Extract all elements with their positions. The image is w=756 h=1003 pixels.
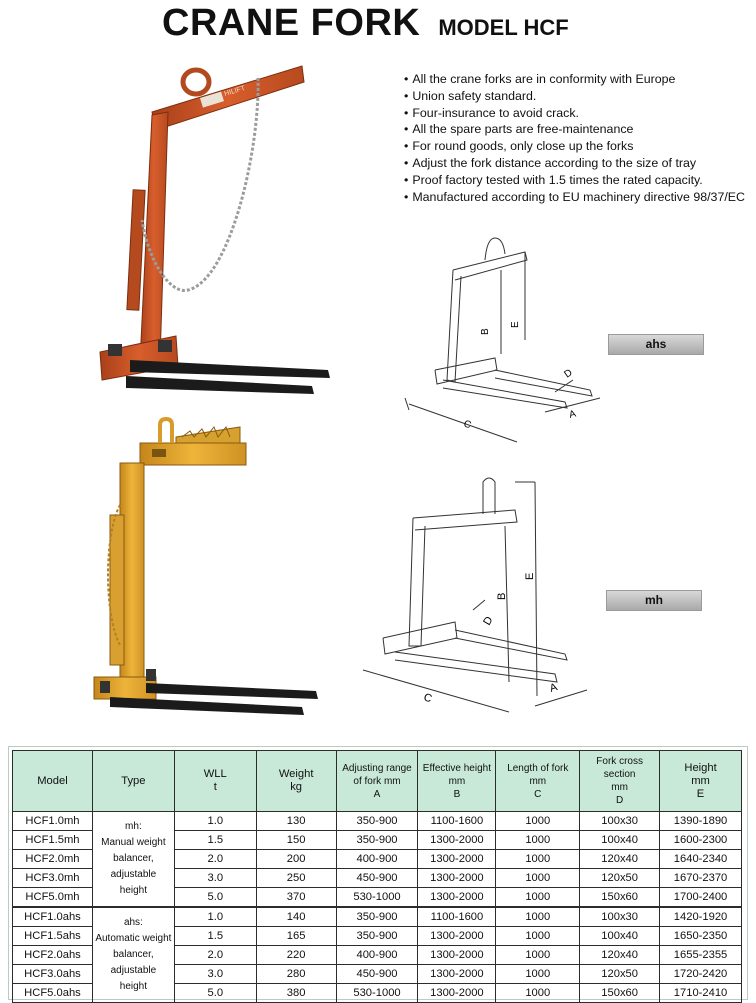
cell-model: HCF2.0mh bbox=[13, 850, 93, 869]
feature-item: • All the spare parts are free-maintenance bbox=[404, 121, 745, 138]
cell-b: 1100-1600 bbox=[418, 907, 496, 927]
cell-c: 1000 bbox=[496, 812, 580, 831]
table-row bbox=[13, 812, 742, 831]
cell-model: HCF3.0mh bbox=[13, 869, 93, 888]
cell-wll: 3.0 bbox=[174, 965, 256, 984]
col-header-cross-section: Fork cross section mm D bbox=[580, 751, 660, 812]
cell-a: 350-900 bbox=[336, 831, 418, 850]
cell-d: 120x50 bbox=[580, 965, 660, 984]
mh-dimension-diagram bbox=[355, 470, 595, 720]
cell-a: 530-1000 bbox=[336, 888, 418, 908]
col-header-weight: Weight kg bbox=[256, 751, 336, 812]
title-main: CRANE FORK bbox=[162, 2, 421, 44]
dim-label-e: E bbox=[510, 321, 521, 328]
table-header-row bbox=[13, 751, 742, 812]
cell-b: 1300-2000 bbox=[418, 984, 496, 1003]
table-row bbox=[13, 907, 742, 927]
cell-wll: 1.5 bbox=[174, 831, 256, 850]
cell-c: 1000 bbox=[496, 927, 580, 946]
cell-e: 1600-2300 bbox=[660, 831, 742, 850]
cell-wll: 3.0 bbox=[174, 869, 256, 888]
cell-c: 1000 bbox=[496, 831, 580, 850]
cell-e: 1650-2350 bbox=[660, 927, 742, 946]
cell-b: 1300-2000 bbox=[418, 888, 496, 908]
yellow-crane-fork-image bbox=[90, 415, 325, 720]
cell-a: 450-900 bbox=[336, 965, 418, 984]
cell-weight: 130 bbox=[256, 812, 336, 831]
cell-wll: 1.5 bbox=[174, 927, 256, 946]
cell-weight: 370 bbox=[256, 888, 336, 908]
cell-model: HCF1.0ahs bbox=[13, 907, 93, 927]
cell-weight: 140 bbox=[256, 907, 336, 927]
col-header-effective-height: Effective height mm B bbox=[418, 751, 496, 812]
cell-weight: 165 bbox=[256, 927, 336, 946]
cell-wll: 2.0 bbox=[174, 946, 256, 965]
col-header-type: Type bbox=[92, 751, 174, 812]
cell-model: HCF3.0ahs bbox=[13, 965, 93, 984]
cell-d: 120x40 bbox=[580, 850, 660, 869]
cell-a: 350-900 bbox=[336, 907, 418, 927]
cell-b: 1300-2000 bbox=[418, 869, 496, 888]
cell-e: 1655-2355 bbox=[660, 946, 742, 965]
cell-model: HCF1.0mh bbox=[13, 812, 93, 831]
cell-a: 350-900 bbox=[336, 927, 418, 946]
cell-c: 1000 bbox=[496, 907, 580, 927]
feature-item: • For round goods, only close up the forks bbox=[404, 138, 745, 155]
col-header-fork-length: Length of fork mm C bbox=[496, 751, 580, 812]
cell-d: 120x40 bbox=[580, 946, 660, 965]
cell-weight: 150 bbox=[256, 831, 336, 850]
cell-wll: 2.0 bbox=[174, 850, 256, 869]
cell-c: 1000 bbox=[496, 984, 580, 1003]
cell-c: 1000 bbox=[496, 965, 580, 984]
feature-item: • Manufactured according to EU machinery directive 98/37/EC bbox=[404, 189, 745, 206]
cell-d: 150x60 bbox=[580, 888, 660, 908]
cell-e: 1420-1920 bbox=[660, 907, 742, 927]
type-cell-ahs: ahs: Automatic weight balancer, adjustable height bbox=[92, 907, 174, 1003]
cell-e: 1700-2400 bbox=[660, 888, 742, 908]
cell-d: 150x60 bbox=[580, 984, 660, 1003]
cell-b: 1300-2000 bbox=[418, 965, 496, 984]
cell-b: 1100-1600 bbox=[418, 812, 496, 831]
cell-model: HCF5.0mh bbox=[13, 888, 93, 908]
cell-wll: 1.0 bbox=[174, 812, 256, 831]
cell-c: 1000 bbox=[496, 869, 580, 888]
col-header-height: Height mm E bbox=[660, 751, 742, 812]
cell-model: HCF5.0ahs bbox=[13, 984, 93, 1003]
feature-list bbox=[404, 71, 745, 205]
col-header-model: Model bbox=[13, 751, 93, 812]
cell-d: 100x40 bbox=[580, 831, 660, 850]
cell-b: 1300-2000 bbox=[418, 850, 496, 869]
cell-wll: 5.0 bbox=[174, 888, 256, 908]
feature-item: • Adjust the fork distance according to the size of tray bbox=[404, 155, 745, 172]
dim-label-b: B bbox=[496, 592, 508, 600]
cell-e: 1670-2370 bbox=[660, 869, 742, 888]
mh-label-tag: mh bbox=[606, 590, 702, 611]
dim-label-d: D bbox=[481, 614, 496, 628]
page-title bbox=[162, 2, 569, 50]
cell-model: HCF1.5ahs bbox=[13, 927, 93, 946]
cell-e: 1640-2340 bbox=[660, 850, 742, 869]
feature-item: • All the crane forks are in conformity with Europe bbox=[404, 71, 745, 88]
cell-model: HCF2.0ahs bbox=[13, 946, 93, 965]
feature-item: • Union safety standard. bbox=[404, 88, 745, 105]
cell-d: 120x50 bbox=[580, 869, 660, 888]
feature-item: • Four-insurance to avoid crack. bbox=[404, 105, 745, 122]
cell-c: 1000 bbox=[496, 888, 580, 908]
cell-a: 450-900 bbox=[336, 869, 418, 888]
cell-c: 1000 bbox=[496, 946, 580, 965]
cell-d: 100x30 bbox=[580, 907, 660, 927]
cell-d: 100x30 bbox=[580, 812, 660, 831]
cell-a: 400-900 bbox=[336, 946, 418, 965]
cell-a: 400-900 bbox=[336, 850, 418, 869]
dim-label-e: E bbox=[524, 572, 536, 580]
cell-wll: 5.0 bbox=[174, 984, 256, 1003]
dim-label-d: D bbox=[562, 367, 575, 381]
cell-b: 1300-2000 bbox=[418, 927, 496, 946]
ahs-label-tag: ahs bbox=[608, 334, 704, 355]
cell-model: HCF1.5mh bbox=[13, 831, 93, 850]
feature-item: • Proof factory tested with 1.5 times the rated capacity. bbox=[404, 172, 745, 189]
cell-weight: 380 bbox=[256, 984, 336, 1003]
type-cell-mh: mh: Manual weight balancer, adjustable height bbox=[92, 812, 174, 908]
logo-wordmark: HILIFT bbox=[223, 84, 247, 98]
cell-b: 1300-2000 bbox=[418, 831, 496, 850]
ahs-dimension-diagram bbox=[395, 230, 610, 450]
title-model: MODEL HCF bbox=[438, 15, 569, 40]
cell-weight: 250 bbox=[256, 869, 336, 888]
col-header-wll: WLL t bbox=[174, 751, 256, 812]
cell-a: 530-1000 bbox=[336, 984, 418, 1003]
dim-label-c: C bbox=[422, 691, 434, 706]
spec-table bbox=[12, 750, 742, 1003]
cell-d: 100x40 bbox=[580, 927, 660, 946]
red-crane-fork-image bbox=[90, 60, 340, 405]
col-header-adjusting-range: Adjusting range of fork mm A bbox=[336, 751, 418, 812]
cell-wll: 1.0 bbox=[174, 907, 256, 927]
cell-b: 1300-2000 bbox=[418, 946, 496, 965]
cell-e: 1720-2420 bbox=[660, 965, 742, 984]
dim-label-a: A bbox=[567, 408, 578, 421]
dim-label-a: A bbox=[548, 681, 559, 695]
cell-weight: 220 bbox=[256, 946, 336, 965]
cell-e: 1390-1890 bbox=[660, 812, 742, 831]
dim-label-c: C bbox=[461, 418, 473, 432]
cell-weight: 200 bbox=[256, 850, 336, 869]
cell-weight: 280 bbox=[256, 965, 336, 984]
cell-e: 1710-2410 bbox=[660, 984, 742, 1003]
cell-a: 350-900 bbox=[336, 812, 418, 831]
cell-c: 1000 bbox=[496, 850, 580, 869]
dim-label-b: B bbox=[480, 328, 491, 335]
